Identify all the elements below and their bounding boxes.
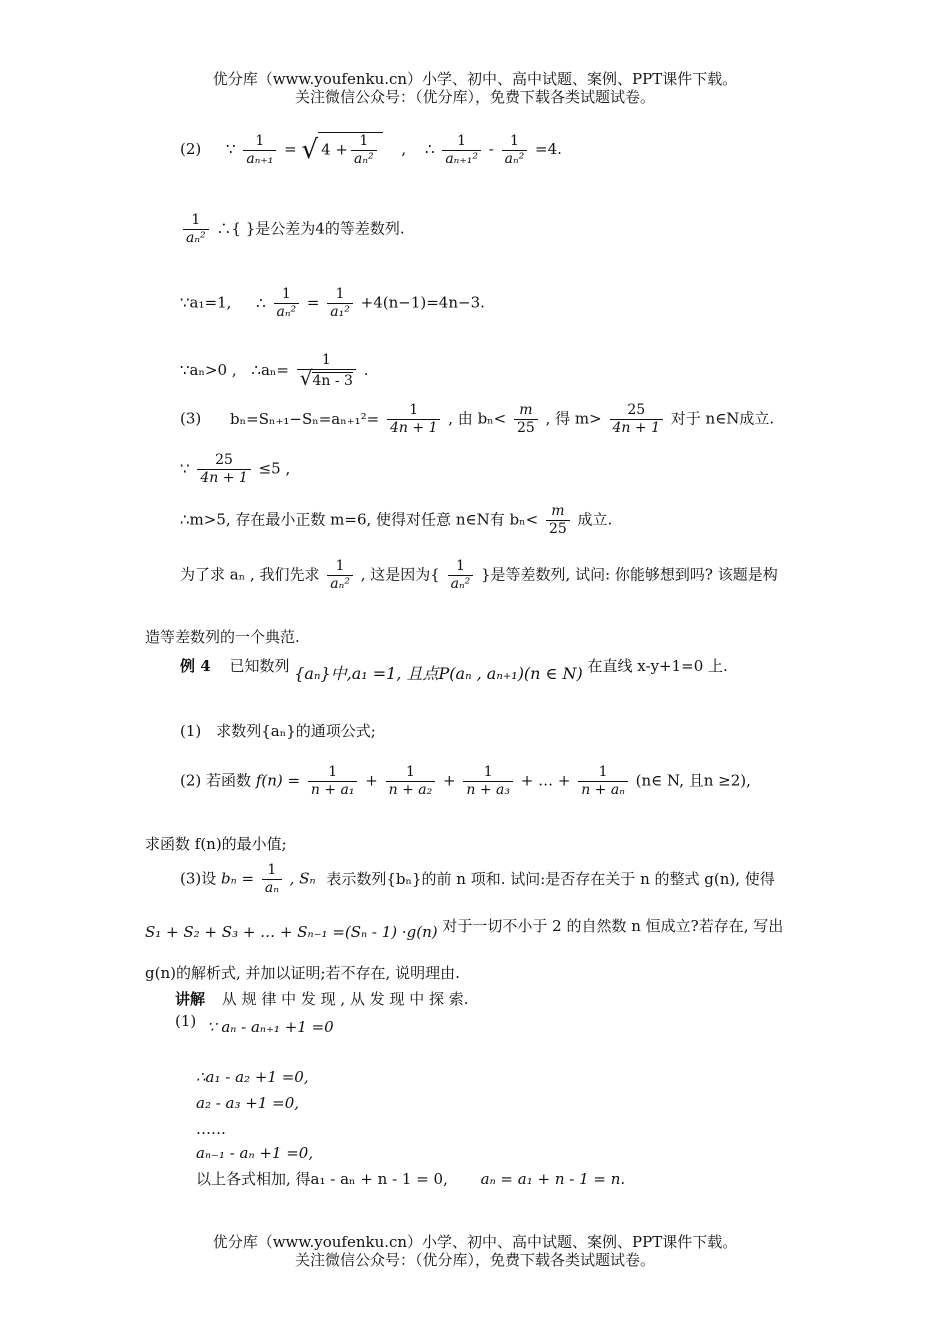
fraction: $\frac{1}{\text{aₙ²}}$: [327, 558, 353, 593]
eq-line-6: ∵ $\frac{25}{4n + 1}$ ≤5 ,: [180, 452, 291, 486]
paragraph: 造等差数列的一个典范.: [145, 628, 300, 646]
header-line-2: 关注微信公众号：（优分库），免费下载各类试题试卷。: [294, 88, 655, 106]
fraction: $\frac{1}{\text{aₙ²}}$: [274, 286, 300, 321]
fraction: $\frac{1}{4n + 1}$: [387, 402, 440, 437]
solution-heading: 讲解 从 规 律 中 发 现 , 从 发 现 中 探 索.: [175, 990, 469, 1008]
footer-line-1: 优分库（www.youfenku.cn）小学、初中、高中试题、案例、PPT课件下载。: [212, 1233, 738, 1251]
fraction: $\frac{m}{25}$: [546, 503, 570, 538]
fraction: $\frac{1}{√4n - 3}$: [297, 352, 356, 390]
fraction: $\frac{25}{4n + 1}$: [197, 452, 250, 487]
question-3-tail: g(n)的解析式, 并加以证明;若不存在, 说明理由.: [145, 964, 460, 982]
question-2: (2) 若函数 f(n) = $\frac{1}{\text{n + a₁}}$ + $\frac{1}{\text{n + a₂}}$ + $\frac{1}{\text{n + a₃}}$ + … + $\frac{1}{\text{n + aₙ}}$ (n∈ N, 且n ≥2),: [180, 764, 751, 798]
eq-line-2: $\frac{1}{\text{aₙ²}}$ ∴{ }是公差为4的等差数列.: [180, 212, 405, 247]
because-symbol: ∵: [226, 140, 236, 158]
fraction: $\frac{1}{\text{aₙ²}}$: [502, 133, 528, 168]
eq-line-4: ∵aₙ>0 , ∴aₙ= $\frac{1}{√4n - 3}$ .: [180, 352, 369, 390]
fraction: $\frac{25}{4n + 1}$: [610, 402, 663, 437]
fraction: $\frac{1}{\text{n + aₙ}}$: [578, 764, 628, 799]
solution-line: ∴a₁ - a₂ +1 =0,: [196, 1068, 309, 1086]
therefore-symbol: ∴: [424, 140, 435, 158]
eq-line-8: 为了求 aₙ , 我们先求 $\frac{1}{\text{aₙ²}}$ , 这是因为{ $\frac{1}{\text{aₙ²}}$ }是等差数列, 试问: 你能够想到吗? 该题是构: [180, 558, 778, 592]
example-4: 例 4 已知数列 {aₙ}中,a₁ =1, 且点P(aₙ , aₙ₊₁)(n ∈ N) 在直线 x-y+1=0 上.: [180, 657, 728, 683]
header-line-1: 优分库（www.youfenku.cn）小学、初中、高中试题、案例、PPT课件下载。: [212, 70, 738, 88]
label: (2): [180, 140, 202, 158]
fraction: $\frac{1}{\text{aₙ²}}$: [183, 212, 209, 247]
eq-line-3: ∵a₁=1, ∴ $\frac{1}{\text{aₙ²}}$ = $\frac{1}{\text{a₁²}}$ +4(n−1)=4n−3.: [180, 286, 485, 320]
fraction: $\frac{1}{\text{aₙ₊₁²}}$: [442, 133, 481, 168]
eq-line-1: (2) ∵ $\frac{1}{\text{aₙ₊₁}}$ = √ 4 + $\frac{1}{\text{aₙ²}}$ , ∴ $\frac{1}{\text{aₙ₊₁²}}$ - $\frac{1}{\text{aₙ²}}$ =4.: [180, 132, 562, 167]
question-3: (3)设 bₙ = $\frac{1}{\text{aₙ}}$ , Sₙ 表示数列{bₙ}的前 n 项和. 试问:是否存在关于 n 的整式 g(n), 使得: [180, 862, 775, 896]
solution-line: aₙ₋₁ - aₙ +1 =0,: [196, 1144, 314, 1162]
sqrt: 4 + $\frac{1}{\text{aₙ²}}$: [318, 132, 383, 168]
solution-step-1: (1) ∵ aₙ - aₙ₊₁ +1 =0: [175, 1012, 334, 1036]
eq-line-7: ∴m>5, 存在最小正数 m=6, 使得对任意 n∈N有 bₙ< $\frac{m}{25}$ 成立.: [180, 503, 613, 537]
fraction: $\frac{1}{\text{aₙ²}}$: [448, 558, 474, 593]
footer-line-2: 关注微信公众号：（优分库），免费下载各类试题试卷。: [294, 1251, 655, 1269]
question-3-formula-line: S₁ + S₂ + S₃ + … + Sₙ₋₁ =(Sₙ - 1) ·g(n) 对于一切不小于 2 的自然数 n 恒成立?若存在, 写出: [145, 917, 784, 941]
fraction: $\frac{m}{25}$: [514, 402, 538, 437]
question-2-tail: 求函数 f(n)的最小值;: [145, 835, 287, 853]
fraction: $\frac{1}{\text{aₙ₊₁}}$: [243, 133, 276, 168]
solution-line: 以上各式相加, 得a₁ - aₙ + n - 1 = 0, aₙ = a₁ + n - 1 = n.: [196, 1170, 626, 1188]
question-1: (1) 求数列{aₙ}的通项公式;: [180, 722, 376, 740]
eq-line-5: (3) bₙ=Sₙ₊₁−Sₙ=aₙ₊₁²= $\frac{1}{4n + 1}$ , 由 bₙ< $\frac{m}{25}$ , 得 m> $\frac{25}{4n + 1}$ 对于 n∈N成立.: [180, 402, 775, 436]
fraction: $\frac{1}{\text{n + a₃}}$: [463, 764, 513, 799]
fraction: $\frac{1}{\text{n + a₁}}$: [308, 764, 358, 799]
solution-line: a₂ - a₃ +1 =0,: [196, 1094, 300, 1112]
solution-line: ……: [196, 1120, 226, 1138]
fraction: $\frac{1}{\text{aₙ}}$: [262, 862, 282, 897]
fraction: $\frac{1}{\text{n + a₂}}$: [386, 764, 436, 799]
fraction: $\frac{1}{\text{a₁²}}$: [327, 286, 353, 321]
